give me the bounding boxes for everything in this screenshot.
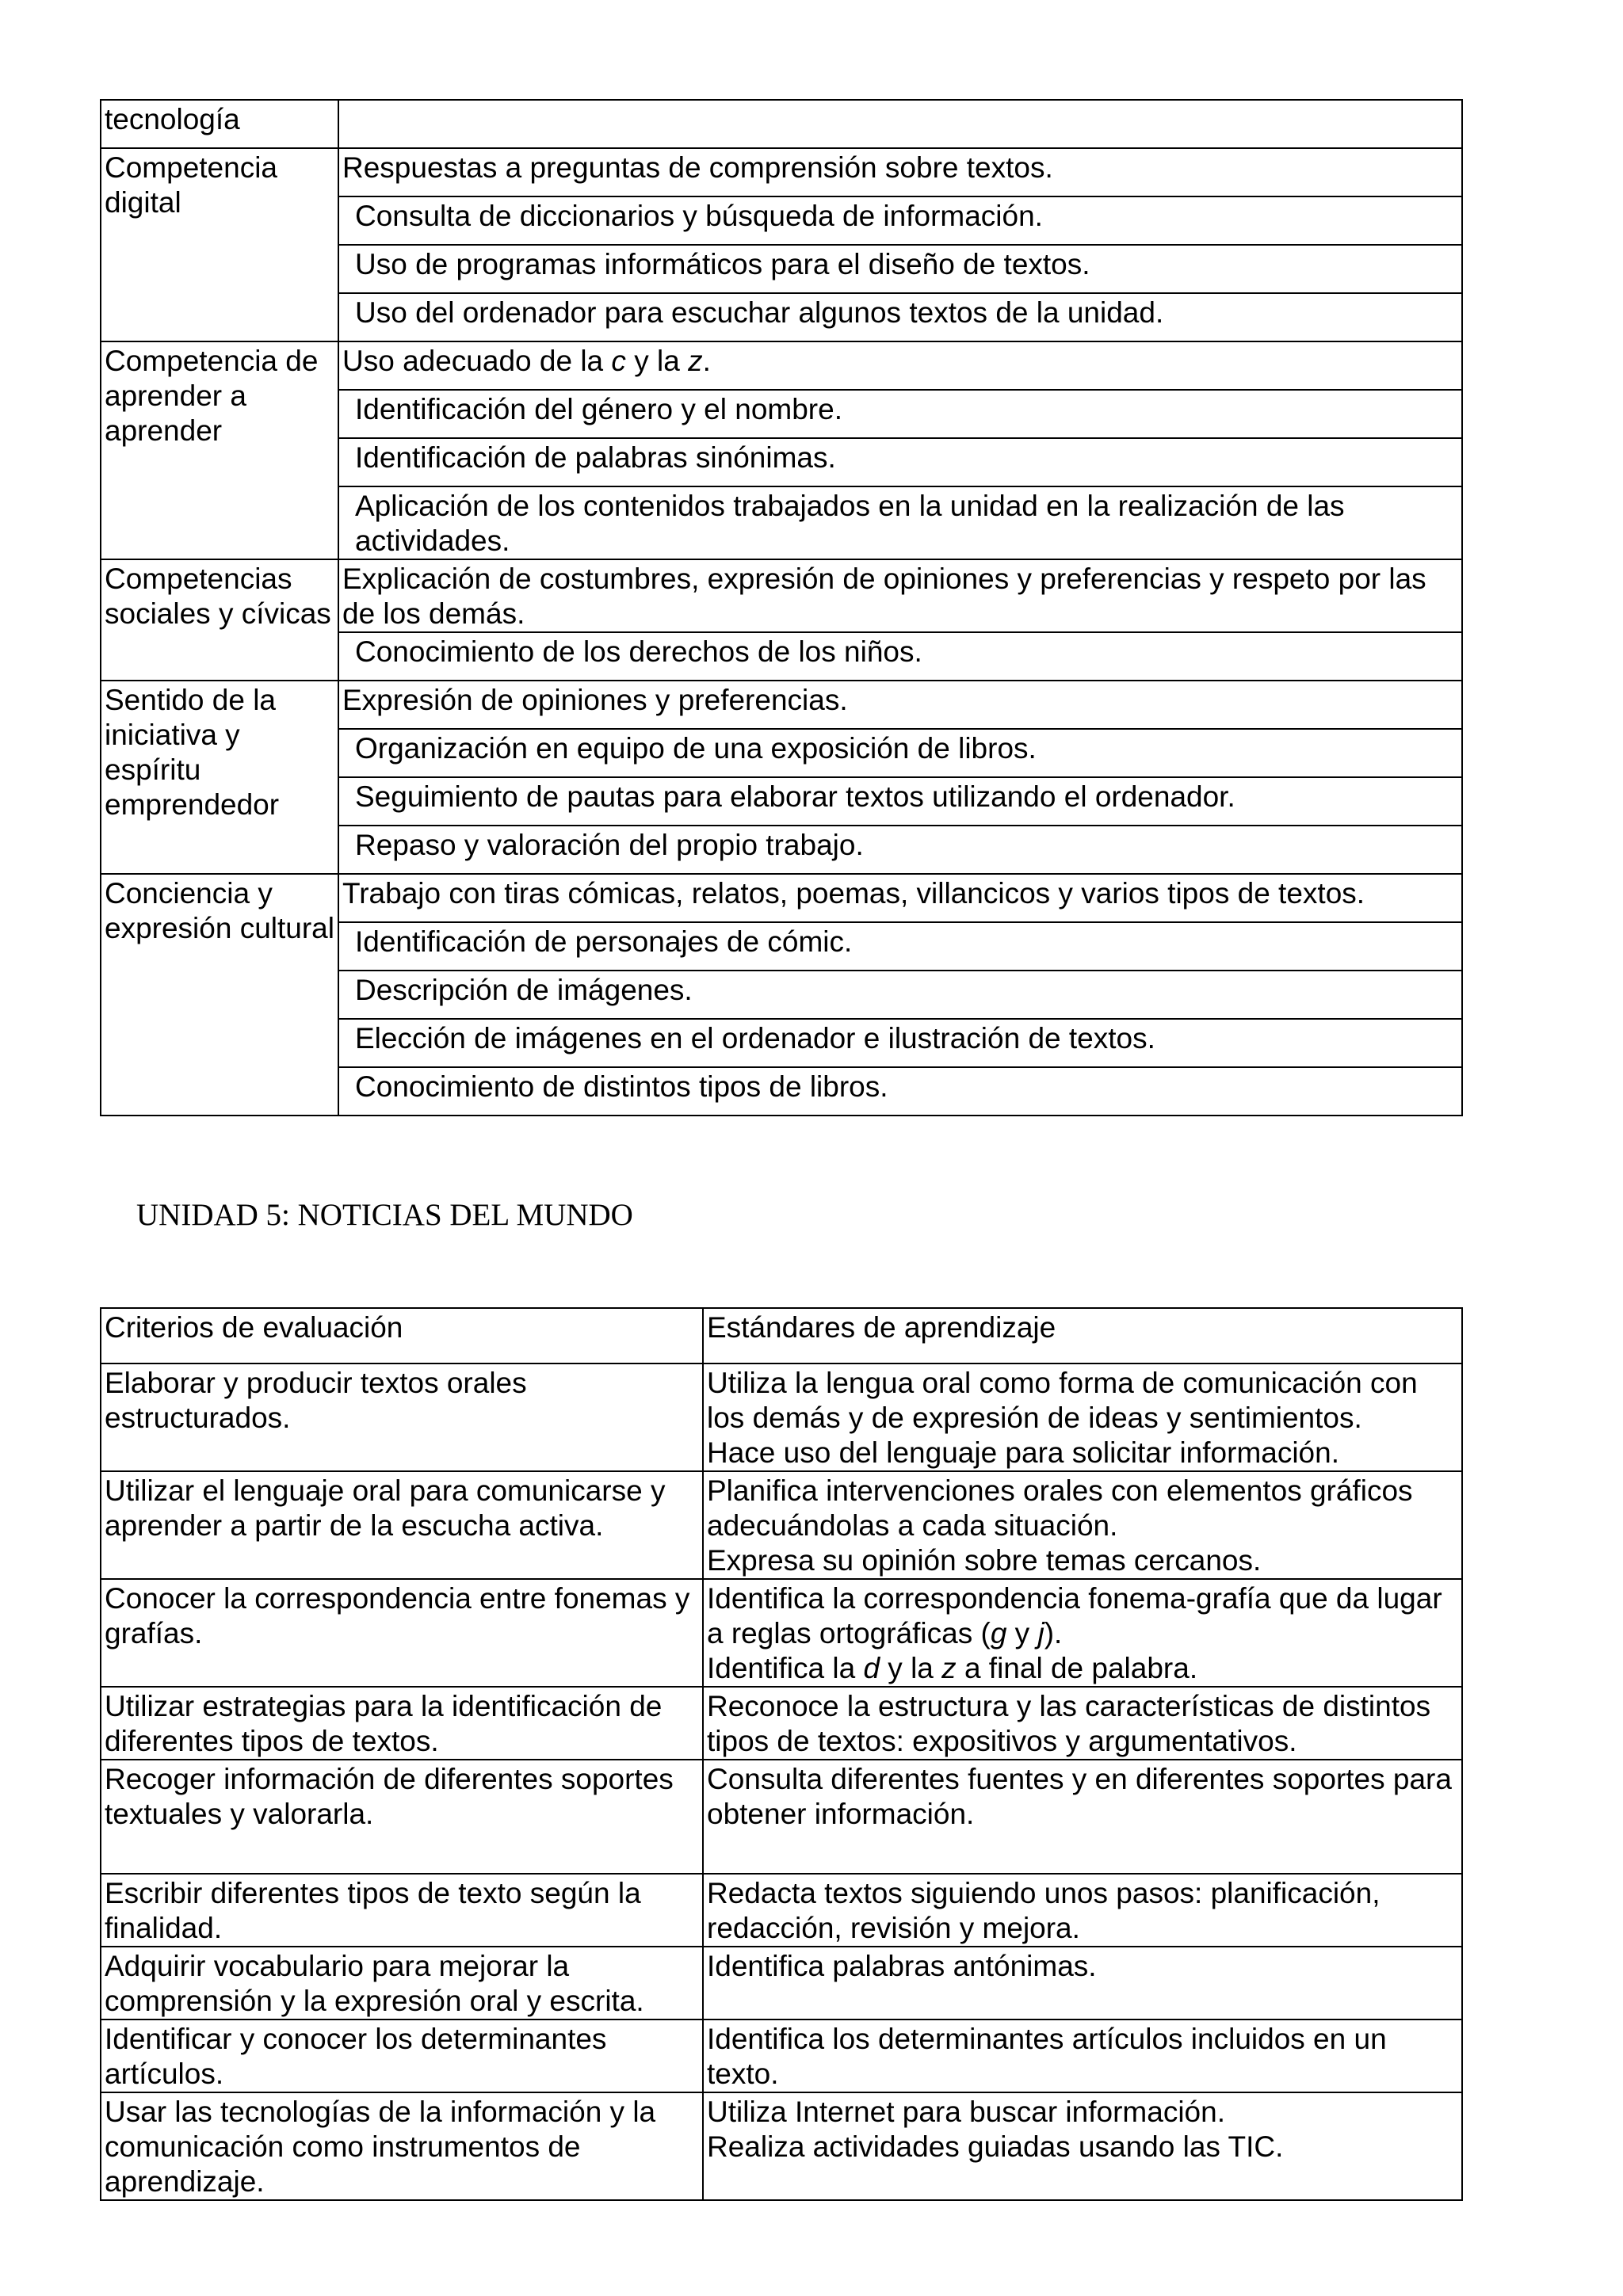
table-row bbox=[101, 1687, 1462, 1760]
item-cell: Uso adecuado de la c y la z. bbox=[338, 341, 1462, 390]
item-cell: Conocimiento de distintos tipos de libros. bbox=[338, 1067, 1462, 1116]
criterio-cell: Utilizar estrategias para la identificación de diferentes tipos de textos. bbox=[101, 1687, 703, 1760]
estandar-cell: Consulta diferentes fuentes y en diferentes soportes para obtener información. bbox=[703, 1760, 1462, 1874]
table-row bbox=[101, 341, 1462, 390]
table-row bbox=[101, 2092, 1462, 2200]
table-row bbox=[101, 1947, 1462, 2019]
item-cell: Aplicación de los contenidos trabajados en la unidad en la realización de las actividades. bbox=[338, 486, 1462, 559]
estandar-cell bbox=[703, 1471, 1462, 1579]
estandar-cell: Redacta textos siguiendo unos pasos: planificación, redacción, revisión y mejora. bbox=[703, 1874, 1462, 1947]
table-row bbox=[101, 148, 1462, 196]
estandar-cell bbox=[703, 1579, 1462, 1687]
estandar-cell: Reconoce la estructura y las características de distintos tipos de textos: expositivos y argumentativos. bbox=[703, 1687, 1462, 1760]
item-cell: Identificación del género y el nombre. bbox=[338, 390, 1462, 438]
item-cell: Uso del ordenador para escuchar algunos textos de la unidad. bbox=[338, 293, 1462, 341]
criterio-cell: Adquirir vocabulario para mejorar la comprensión y la expresión oral y escrita. bbox=[101, 1947, 703, 2019]
item-cell: Consulta de diccionarios y búsqueda de información. bbox=[338, 196, 1462, 245]
estandar-line: Hace uso del lenguaje para solicitar información. bbox=[707, 1436, 1339, 1469]
table-row bbox=[101, 1363, 1462, 1471]
estandar-line: Expresa su opinión sobre temas cercanos. bbox=[707, 1544, 1262, 1577]
estandar-cell: Identifica los determinantes artículos incluidos en un texto. bbox=[703, 2019, 1462, 2092]
item-cell: Expresión de opiniones y preferencias. bbox=[338, 681, 1462, 729]
header-criterios: Criterios de evaluación bbox=[101, 1308, 703, 1363]
item-cell: Conocimiento de los derechos de los niños. bbox=[338, 632, 1462, 681]
competence-cell: tecnología bbox=[101, 100, 338, 148]
item-cell: Repaso y valoración del propio trabajo. bbox=[338, 826, 1462, 874]
estandar-line: Utiliza Internet para buscar información. bbox=[707, 2096, 1225, 2128]
item-cell: Respuestas a preguntas de comprensión sobre textos. bbox=[338, 148, 1462, 196]
estandar-cell bbox=[703, 1363, 1462, 1471]
table-header-row bbox=[101, 1308, 1462, 1363]
criterio-cell: Escribir diferentes tipos de texto según la finalidad. bbox=[101, 1874, 703, 1947]
table-row bbox=[101, 559, 1462, 632]
competencias-table bbox=[100, 99, 1463, 1116]
table-row bbox=[101, 1760, 1462, 1874]
estandar-line: Planifica intervenciones orales con elementos gráficos adecuándolas a cada situación. bbox=[707, 1474, 1413, 1542]
estandar-line: Utiliza la lengua oral como forma de comunicación con los demás y de expresión de ideas y sentimientos. bbox=[707, 1367, 1418, 1434]
competence-cell: Competencias sociales y cívicas bbox=[101, 559, 338, 681]
table-row bbox=[101, 1471, 1462, 1579]
competence-cell: Competencia de aprender a aprender bbox=[101, 341, 338, 559]
table-row bbox=[101, 874, 1462, 922]
criterio-cell: Recoger información de diferentes soportes textuales y valorarla. bbox=[101, 1760, 703, 1874]
header-estandares: Estándares de aprendizaje bbox=[703, 1308, 1462, 1363]
item-cell: Descripción de imágenes. bbox=[338, 971, 1462, 1019]
criterios-table bbox=[100, 1307, 1463, 2201]
competence-cell: Sentido de la iniciativa y espíritu emprendedor bbox=[101, 681, 338, 874]
table-row bbox=[101, 1874, 1462, 1947]
estandar-line: Identifica la correspondencia fonema-grafía que da lugar a reglas ortográficas (g y j). bbox=[707, 1582, 1442, 1650]
item-cell bbox=[338, 100, 1462, 148]
competence-cell: Competencia digital bbox=[101, 148, 338, 341]
estandar-line: Identifica la d y la z a final de palabra. bbox=[707, 1652, 1198, 1684]
estandar-line: Realiza actividades guiadas usando las TIC. bbox=[707, 2130, 1284, 2163]
item-cell: Identificación de palabras sinónimas. bbox=[338, 438, 1462, 486]
estandar-cell: Identifica palabras antónimas. bbox=[703, 1947, 1462, 2019]
criterio-cell: Identificar y conocer los determinantes artículos. bbox=[101, 2019, 703, 2092]
competence-cell: Conciencia y expresión cultural bbox=[101, 874, 338, 1116]
estandar-cell bbox=[703, 2092, 1462, 2200]
criterio-cell: Conocer la correspondencia entre fonemas y grafías. bbox=[101, 1579, 703, 1687]
item-cell: Trabajo con tiras cómicas, relatos, poemas, villancicos y varios tipos de textos. bbox=[338, 874, 1462, 922]
criterio-cell: Usar las tecnologías de la información y la comunicación como instrumentos de aprendizaje. bbox=[101, 2092, 703, 2200]
unit-title: UNIDAD 5: NOTICIAS DEL MUNDO bbox=[136, 1198, 633, 1232]
item-cell: Uso de programas informáticos para el diseño de textos. bbox=[338, 245, 1462, 293]
item-cell: Seguimiento de pautas para elaborar textos utilizando el ordenador. bbox=[338, 777, 1462, 826]
item-cell: Explicación de costumbres, expresión de opiniones y preferencias y respeto por las de los demás. bbox=[338, 559, 1462, 632]
item-cell: Elección de imágenes en el ordenador e ilustración de textos. bbox=[338, 1019, 1462, 1067]
table-row bbox=[101, 1579, 1462, 1687]
criterio-cell: Elaborar y producir textos orales estructurados. bbox=[101, 1363, 703, 1471]
table-row bbox=[101, 100, 1462, 148]
criterio-cell: Utilizar el lenguaje oral para comunicarse y aprender a partir de la escucha activa. bbox=[101, 1471, 703, 1579]
table-row bbox=[101, 681, 1462, 729]
item-cell: Identificación de personajes de cómic. bbox=[338, 922, 1462, 971]
item-cell: Organización en equipo de una exposición de libros. bbox=[338, 729, 1462, 777]
table-row bbox=[101, 2019, 1462, 2092]
